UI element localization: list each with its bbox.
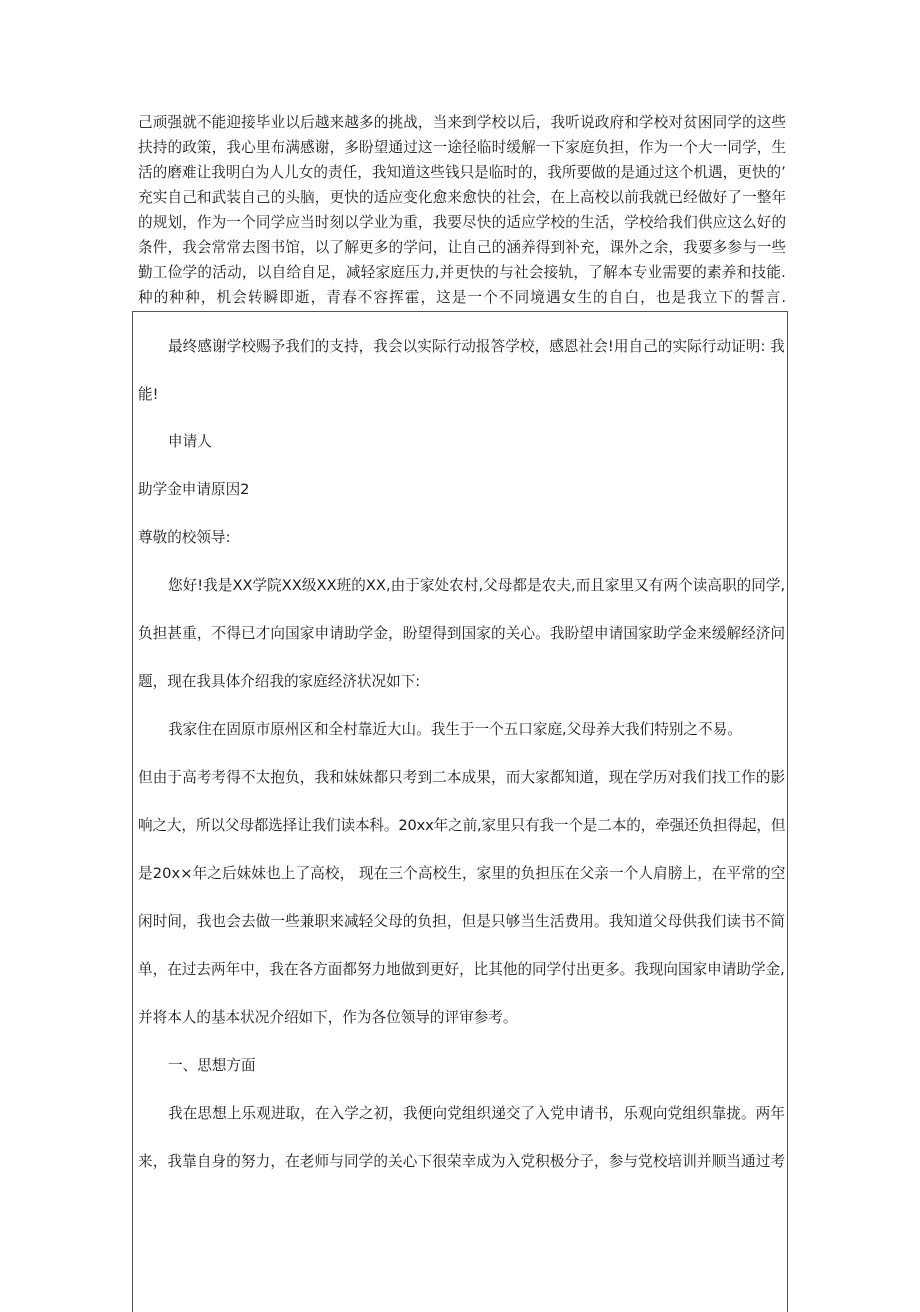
section-heading: 一、思想方面 [168,1057,256,1074]
text-line: 条件，我会常常去图书馆，以了解更多的学问，让自己的涵养得到补充，课外之余，我要多参与一些 [138,239,787,256]
text-line: 题，现在我具体介绍我的家庭经济状况如下: [138,673,421,690]
text-line: 我家住在固原市原州区和全村靠近大山。我生于一个五口家庭,父母养大我们特别之不易。 [168,721,742,738]
text-line: 单，在过去两年中，我在各方面都努力地做到更好，比其他的同学付出更多。我现向国家申请助学金, [138,961,785,978]
text-line: 负担甚重，不得已才向国家申请助学金，盼望得到国家的关心。我盼望申请国家助学金来缓解经济问 [138,625,786,642]
text-line: 我在思想上乐观进取，在入学之初，我便向党组织递交了入党申请书，乐观向党组织靠拢。两年 [168,1105,786,1122]
text-line: 种的种种，机会转瞬即逝，青春不容挥霍，这是一个不同境遇女生的自白，也是我立下的誓言. [138,289,788,306]
text-line: 来，我靠自身的努力，在老师与同学的关心下很荣幸成为入党积极分子，参与党校培训并顺当通过考 [138,1153,786,1170]
text-line: 是20x×年之后妹妹也上了高校， 现在三个高校生，家里的负担压在父亲一个人肩膀上，在平常的空 [138,865,786,882]
text-line: 并将本人的基本状况介绍如下，作为各位领导的评审参考。 [138,1009,518,1026]
text-line: 最终感谢学校赐予我们的支持，我会以实际行动报答学校，感恩社会!用自己的实际行动证明: 我 [168,338,785,355]
bordered-text-box [132,311,788,1312]
signature-label: 申请人 [168,433,212,450]
text-line: 的规划，作为一个同学应当时刻以学业为重，我要尽快的适应学校的生活，学校给我们供应这么好的 [138,214,787,231]
text-line: 勤工俭学的活动，以自给自足，减轻家庭压力,并更快的与社会接轨，了解本专业需要的素养和技能. [138,264,787,281]
text-line: 充实自己和武装自己的头脑，更快的适应变化愈来愈快的社会，在上高校以前我就已经做好了一整年 [138,189,787,206]
text-line: 能! [138,386,159,403]
text-line: 您好!我是XX学院XX级XX班的XX,由于家处农村,父母都是农夫,而且家里又有两个读高职的同学, [168,577,786,594]
salutation: 尊敬的校领导: [138,529,231,546]
section-title: 助学金申请原因2 [138,481,250,498]
text-line: 扶持的政策，我心里布满感谢，多盼望通过这一途径临时缓解一下家庭负担，作为一个大一同学，生 [138,139,787,156]
text-line: 活的磨难让我明白为人儿女的责任，我知道这些钱只是临时的，我所要做的是通过这个机遇，更快的’ [138,164,786,181]
text-line: 闲时间，我也会去做一些兼职来减轻父母的负担，但是只够当生活费用。我知道父母供我们读书不简 [138,913,786,930]
text-line: 响之大，所以父母都选择让我们读本科。20xx年之前,家里只有我一个是二本的，牵强还负担得起，但 [138,817,786,834]
text-line: 但由于高考考得不太抱负，我和妹妹都只考到二本成果，而大家都知道，现在学历对我们找工作的影 [138,769,786,786]
text-line: 己顽强就不能迎接毕业以后越来越多的挑战，当来到学校以后，我听说政府和学校对贫困同学的这些 [138,114,787,131]
